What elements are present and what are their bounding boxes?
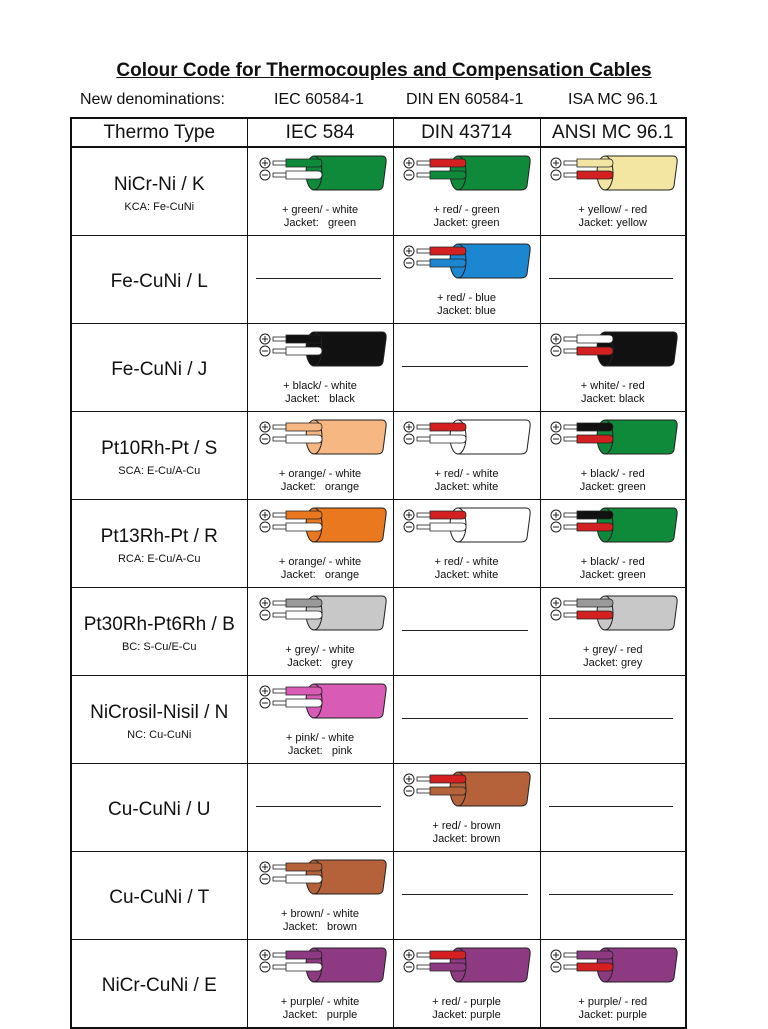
negative-conductor	[430, 787, 466, 795]
not-applicable-line	[402, 718, 528, 719]
colour-caption	[248, 380, 393, 406]
cable-jacket	[605, 596, 677, 630]
header-iec-584: IEC 584	[247, 118, 393, 147]
positive-conductor	[430, 951, 466, 959]
page-title: Colour Code for Thermocouples and Compensation Cables	[116, 60, 652, 81]
header-thermo-type: Thermo Type	[71, 118, 247, 147]
jacket-colour: Jacket: brown	[432, 833, 501, 845]
cable-jacket	[314, 684, 386, 718]
positive-conductor	[430, 775, 466, 783]
conductor-colours: + pink/ - white	[285, 732, 355, 744]
negative-conductor	[577, 435, 613, 443]
colour-caption	[248, 908, 393, 934]
jacket-colour: Jacket: yellow	[578, 217, 647, 229]
conductor-colours: + green/ - white	[281, 204, 359, 216]
conductor-colours: + grey/ - red	[582, 644, 643, 656]
not-applicable-line	[549, 806, 674, 807]
positive-conductor	[286, 335, 322, 343]
colour-caption	[541, 204, 686, 230]
compensation-cable-code: SCA: E-Cu/A-Cu	[118, 465, 201, 477]
conductor-colours: + red/ - white	[434, 556, 499, 568]
cable-jacket	[458, 156, 530, 190]
negative-conductor	[286, 171, 322, 179]
jacket-colour: Jacket: green	[579, 481, 646, 493]
plus-symbol-icon	[551, 510, 561, 520]
cable-icon	[256, 505, 390, 545]
thermo-type-cell	[71, 852, 247, 940]
positive-conductor	[286, 599, 322, 607]
minus-symbol-icon	[551, 610, 561, 620]
cable-jacket	[314, 332, 386, 366]
cable-icon	[400, 417, 534, 457]
plus-symbol-icon	[404, 950, 414, 960]
negative-conductor	[430, 435, 466, 443]
colour-cell-iec	[247, 940, 393, 1029]
not-applicable-line	[402, 366, 528, 367]
plus-symbol-icon	[551, 158, 561, 168]
jacket-colour: Jacket: black	[285, 393, 355, 405]
jacket-colour: Jacket: black	[580, 393, 645, 405]
colour-caption	[248, 556, 393, 582]
cable-icon	[547, 417, 681, 457]
colour-cell-din	[393, 500, 540, 588]
conductor-colours: + grey/ - white	[285, 644, 355, 656]
plus-symbol-icon	[551, 598, 561, 608]
jacket-colour: Jacket: blue	[437, 305, 496, 317]
conductor-colours: + orange/ - white	[278, 468, 362, 480]
denominations-label: New denominations:	[80, 91, 225, 108]
positive-conductor	[430, 511, 466, 519]
table-row	[71, 500, 686, 588]
minus-symbol-icon	[404, 170, 414, 180]
table-row	[71, 324, 686, 412]
jacket-colour: Jacket: purple	[578, 1009, 647, 1021]
colour-cell-ansi	[540, 676, 686, 764]
conductor-colours: + red/ - purple	[432, 996, 501, 1008]
conductor-colours: + black/ - red	[580, 468, 645, 480]
negative-conductor	[286, 699, 322, 707]
colour-cell-ansi	[540, 412, 686, 500]
conductor-colours: + red/ - brown	[432, 820, 501, 832]
thermo-type-cell	[71, 588, 247, 676]
colour-cell-iec	[247, 324, 393, 412]
jacket-colour: Jacket: brown	[283, 921, 357, 933]
not-applicable-line	[549, 894, 674, 895]
plus-symbol-icon	[551, 422, 561, 432]
denomination-din: DIN EN 60584-1	[406, 91, 524, 108]
plus-symbol-icon	[260, 510, 270, 520]
not-applicable-line	[549, 278, 674, 279]
cable-jacket	[458, 772, 530, 806]
thermo-type-name: Pt10Rh-Pt / S	[101, 438, 218, 459]
thermo-type-name: NiCr-Ni / K	[113, 174, 205, 195]
conductor-colours: + orange/ - white	[278, 556, 362, 568]
header-ansi-mc-96-1: ANSI MC 96.1	[540, 118, 686, 147]
jacket-colour: Jacket: green	[579, 569, 646, 581]
conductor-colours: + red/ - white	[434, 468, 499, 480]
plus-symbol-icon	[260, 950, 270, 960]
negative-conductor	[286, 523, 322, 531]
colour-cell-iec	[247, 588, 393, 676]
minus-symbol-icon	[260, 698, 270, 708]
cable-jacket	[314, 948, 386, 982]
minus-symbol-icon	[260, 874, 270, 884]
not-applicable-line	[549, 718, 674, 719]
cable-icon	[547, 945, 681, 985]
cable-icon	[256, 857, 390, 897]
cable-jacket	[314, 860, 386, 894]
colour-caption	[248, 996, 393, 1022]
negative-conductor	[286, 963, 322, 971]
conductor-colours: + red/ - green	[433, 204, 500, 216]
minus-symbol-icon	[404, 962, 414, 972]
cable-icon	[256, 153, 390, 193]
table-row	[71, 147, 686, 236]
table-row	[71, 236, 686, 324]
jacket-colour: Jacket: purple	[432, 1009, 501, 1021]
not-applicable-line	[256, 278, 381, 279]
colour-cell-ansi	[540, 147, 686, 236]
positive-conductor	[430, 159, 466, 167]
jacket-colour: Jacket: purple	[282, 1009, 358, 1021]
cable-icon	[256, 945, 390, 985]
thermo-type-cell	[71, 764, 247, 852]
thermo-type-cell	[71, 940, 247, 1029]
negative-conductor	[577, 171, 613, 179]
colour-caption	[394, 820, 540, 846]
conductor-colours: + purple/ - white	[280, 996, 360, 1008]
minus-symbol-icon	[260, 522, 270, 532]
colour-cell-ansi	[540, 588, 686, 676]
cable-jacket	[314, 420, 386, 454]
minus-symbol-icon	[551, 170, 561, 180]
table-row	[71, 940, 686, 1029]
compensation-cable-code: RCA: E-Cu/A-Cu	[117, 553, 201, 565]
minus-symbol-icon	[260, 346, 270, 356]
cable-jacket	[605, 332, 677, 366]
thermo-type-name: Fe-CuNi / L	[110, 270, 208, 292]
cable-icon	[547, 505, 681, 545]
thermo-type-name: Fe-CuNi / J	[111, 358, 208, 380]
plus-symbol-icon	[260, 158, 270, 168]
positive-conductor	[577, 423, 613, 431]
thermo-type-cell	[71, 500, 247, 588]
minus-symbol-icon	[260, 170, 270, 180]
jacket-colour: Jacket: orange	[280, 569, 360, 581]
positive-conductor	[430, 423, 466, 431]
colour-cell-din	[393, 764, 540, 852]
cable-icon	[547, 153, 681, 193]
colour-cell-ansi	[540, 764, 686, 852]
denomination-isa: ISA MC 96.1	[568, 91, 658, 108]
thermo-type-cell	[71, 147, 247, 236]
colour-cell-iec	[247, 676, 393, 764]
table-row	[71, 764, 686, 852]
positive-conductor	[577, 599, 613, 607]
not-applicable-line	[402, 894, 528, 895]
negative-conductor	[430, 963, 466, 971]
colour-cell-iec	[247, 764, 393, 852]
minus-symbol-icon	[260, 962, 270, 972]
negative-conductor	[286, 347, 322, 355]
thermo-type-cell	[71, 412, 247, 500]
jacket-colour: Jacket: green	[283, 217, 357, 229]
positive-conductor	[286, 687, 322, 695]
jacket-colour: Jacket: pink	[287, 745, 353, 757]
negative-conductor	[577, 347, 613, 355]
colour-caption	[394, 468, 540, 494]
not-applicable-line	[256, 806, 381, 807]
colour-caption	[541, 468, 686, 494]
negative-conductor	[577, 963, 613, 971]
thermo-type-name: Pt13Rh-Pt / R	[100, 526, 218, 547]
denomination-iec: IEC 60584-1	[274, 91, 364, 108]
colour-cell-ansi	[540, 236, 686, 324]
positive-conductor	[286, 159, 322, 167]
cable-jacket	[458, 244, 530, 278]
thermo-type-name: NiCrosil-Nisil / N	[90, 702, 229, 723]
colour-cell-iec	[247, 412, 393, 500]
jacket-colour: Jacket: green	[433, 217, 500, 229]
header-row	[71, 118, 686, 147]
colour-cell-ansi	[540, 852, 686, 940]
colour-caption	[541, 644, 686, 670]
colour-caption	[394, 996, 540, 1022]
cable-icon	[400, 241, 534, 281]
minus-symbol-icon	[551, 962, 561, 972]
negative-conductor	[577, 523, 613, 531]
table-row	[71, 588, 686, 676]
jacket-colour: Jacket: grey	[583, 657, 643, 669]
negative-conductor	[430, 259, 466, 267]
plus-symbol-icon	[551, 334, 561, 344]
positive-conductor	[286, 511, 322, 519]
not-applicable-line	[402, 630, 528, 631]
negative-conductor	[286, 875, 322, 883]
conductor-colours: + purple/ - red	[578, 996, 648, 1008]
colour-cell-ansi	[540, 500, 686, 588]
cable-icon	[256, 329, 390, 369]
colour-caption	[394, 292, 540, 318]
conductor-colours: + brown/ - white	[281, 908, 359, 920]
minus-symbol-icon	[260, 610, 270, 620]
minus-symbol-icon	[551, 522, 561, 532]
cable-icon	[256, 681, 390, 721]
conductor-colours: + black/ - red	[580, 556, 645, 568]
plus-symbol-icon	[260, 598, 270, 608]
table-body	[71, 147, 686, 1028]
positive-conductor	[577, 511, 613, 519]
cable-jacket	[605, 156, 677, 190]
jacket-colour: Jacket: white	[434, 481, 499, 493]
plus-symbol-icon	[404, 422, 414, 432]
colour-cell-iec	[247, 852, 393, 940]
colour-code-table	[70, 117, 687, 1029]
jacket-colour: Jacket: grey	[287, 657, 353, 669]
positive-conductor	[286, 423, 322, 431]
colour-caption	[248, 732, 393, 758]
colour-cell-din	[393, 236, 540, 324]
plus-symbol-icon	[260, 686, 270, 696]
cable-jacket	[314, 156, 386, 190]
negative-conductor	[577, 611, 613, 619]
conductor-colours: + white/ - red	[580, 380, 645, 392]
colour-caption	[248, 468, 393, 494]
plus-symbol-icon	[404, 510, 414, 520]
cable-jacket	[458, 420, 530, 454]
cable-jacket	[458, 508, 530, 542]
positive-conductor	[286, 951, 322, 959]
thermo-type-cell	[71, 236, 247, 324]
cable-icon	[400, 945, 534, 985]
cable-icon	[547, 329, 681, 369]
plus-symbol-icon	[404, 774, 414, 784]
minus-symbol-icon	[551, 346, 561, 356]
minus-symbol-icon	[260, 434, 270, 444]
plus-symbol-icon	[260, 862, 270, 872]
cable-icon	[256, 417, 390, 457]
minus-symbol-icon	[404, 434, 414, 444]
conductor-colours: + red/ - blue	[436, 292, 496, 304]
plus-symbol-icon	[404, 246, 414, 256]
colour-cell-din	[393, 676, 540, 764]
compensation-cable-code: KCA: Fe-CuNi	[124, 201, 195, 213]
colour-cell-iec	[247, 500, 393, 588]
minus-symbol-icon	[404, 522, 414, 532]
colour-caption	[541, 556, 686, 582]
negative-conductor	[430, 523, 466, 531]
colour-cell-din	[393, 324, 540, 412]
plus-symbol-icon	[551, 950, 561, 960]
thermo-type-name: Pt30Rh-Pt6Rh / B	[83, 614, 235, 635]
negative-conductor	[430, 171, 466, 179]
thermo-type-name: Cu-CuNi / U	[108, 798, 211, 820]
positive-conductor	[577, 159, 613, 167]
thermo-type-name: Cu-CuNi / T	[109, 886, 210, 908]
thermo-type-name: NiCr-CuNi / E	[101, 974, 217, 996]
cable-jacket	[314, 508, 386, 542]
cable-icon	[256, 593, 390, 633]
colour-caption	[541, 996, 686, 1022]
colour-caption	[394, 204, 540, 230]
colour-cell-ansi	[540, 324, 686, 412]
cable-icon	[400, 153, 534, 193]
positive-conductor	[286, 863, 322, 871]
table-row	[71, 852, 686, 940]
positive-conductor	[577, 951, 613, 959]
colour-caption	[394, 556, 540, 582]
cable-jacket	[314, 596, 386, 630]
colour-cell-din	[393, 147, 540, 236]
table-row	[71, 676, 686, 764]
cable-jacket	[605, 420, 677, 454]
minus-symbol-icon	[551, 434, 561, 444]
cable-jacket	[605, 508, 677, 542]
colour-cell-din	[393, 852, 540, 940]
table-row	[71, 412, 686, 500]
colour-cell-iec	[247, 236, 393, 324]
colour-cell-din	[393, 412, 540, 500]
cable-icon	[400, 505, 534, 545]
compensation-cable-code: BC: S-Cu/E-Cu	[121, 641, 197, 653]
colour-cell-iec	[247, 147, 393, 236]
thermo-type-cell	[71, 676, 247, 764]
colour-caption	[248, 204, 393, 230]
cable-jacket	[458, 948, 530, 982]
negative-conductor	[286, 611, 322, 619]
conductor-colours: + black/ - white	[283, 380, 357, 392]
minus-symbol-icon	[404, 258, 414, 268]
colour-caption	[248, 644, 393, 670]
minus-symbol-icon	[404, 786, 414, 796]
plus-symbol-icon	[260, 422, 270, 432]
negative-conductor	[286, 435, 322, 443]
colour-caption	[541, 380, 686, 406]
colour-cell-ansi	[540, 940, 686, 1029]
cable-jacket	[605, 948, 677, 982]
conductor-colours: + yellow/ - red	[578, 204, 648, 216]
cable-icon	[400, 769, 534, 809]
positive-conductor	[577, 335, 613, 343]
plus-symbol-icon	[260, 334, 270, 344]
thermo-type-cell	[71, 324, 247, 412]
colour-cell-din	[393, 940, 540, 1029]
plus-symbol-icon	[404, 158, 414, 168]
header-din-43714: DIN 43714	[393, 118, 540, 147]
positive-conductor	[430, 247, 466, 255]
compensation-cable-code: NC: Cu-CuNi	[127, 729, 192, 741]
colour-cell-din	[393, 588, 540, 676]
cable-icon	[547, 593, 681, 633]
jacket-colour: Jacket: white	[434, 569, 499, 581]
jacket-colour: Jacket: orange	[280, 481, 360, 493]
